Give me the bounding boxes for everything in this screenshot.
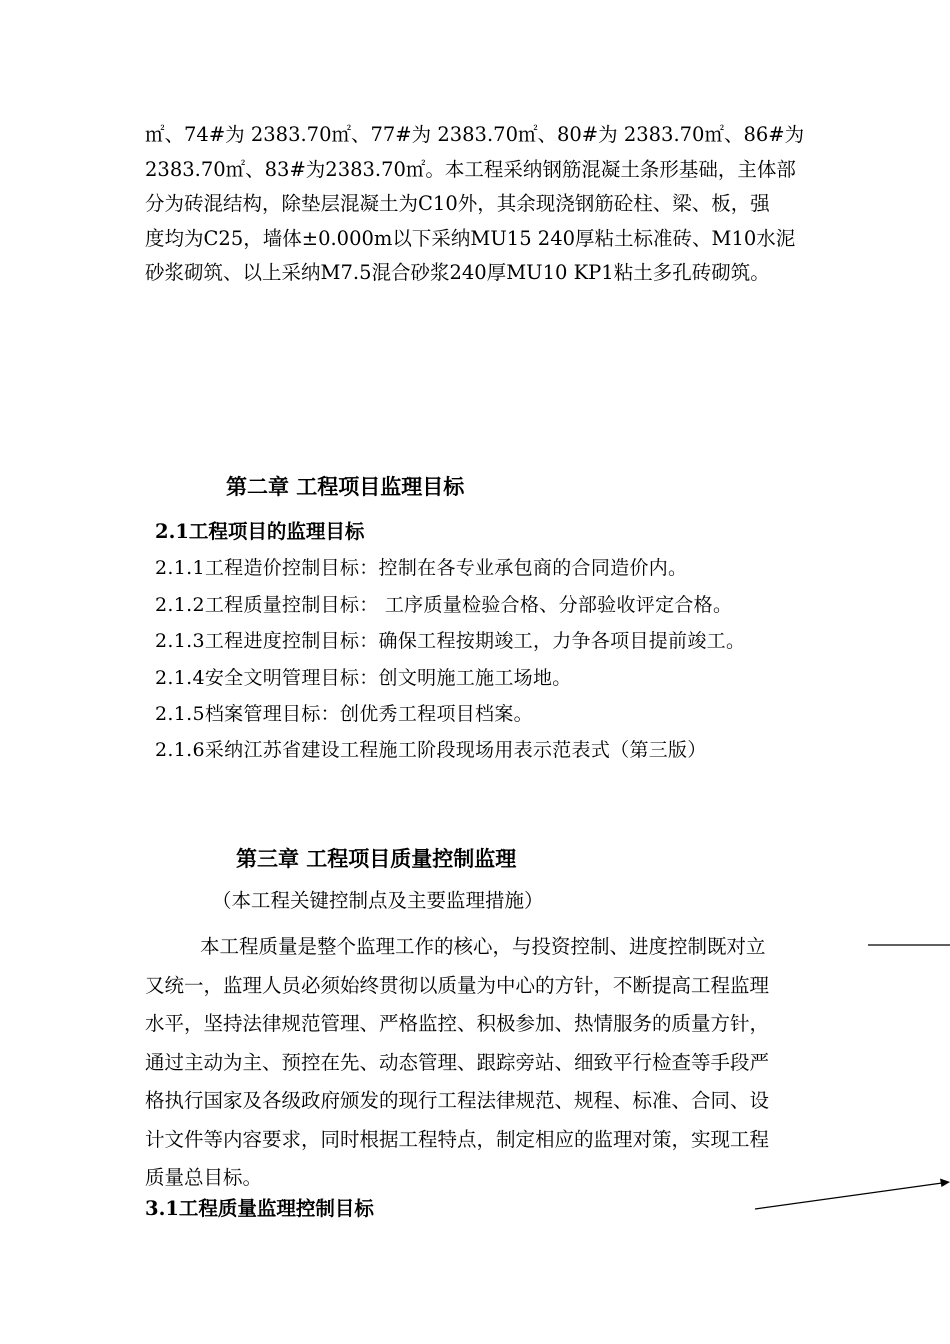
goal-item-safety: 2.1.4安全文明管理目标：创文明施工施工场地。: [155, 667, 572, 689]
chapter-3-title: 第三章 工程项目质量控制监理: [236, 846, 517, 871]
arrow-head-icon: [940, 1179, 950, 1188]
goal-item-archive: 2.1.5档案管理目标：创优秀工程项目档案。: [155, 703, 533, 725]
paragraph-line: 分为砖混结构，除垫层混凝土为C10外，其余现浇钢筋砼柱、梁、板，强: [145, 192, 770, 215]
chapter-3-subtitle: （本工程关键控制点及主要监理措施）: [212, 889, 544, 912]
section-2-1-heading: 2.1工程项目的监理目标: [155, 520, 365, 543]
chapter-2-title: 第二章 工程项目监理目标: [226, 474, 465, 499]
paragraph-line: 又统一，监理人员必须始终贯彻以质量为中心的方针，不断提高工程监理: [145, 973, 770, 997]
paragraph-line: 计文件等内容要求，同时根据工程特点，制定相应的监理对策，实现工程: [145, 1127, 770, 1151]
paragraph-line: ㎡、74#为 2383.70㎡、77#为 2383.70㎡、80#为 2383.70㎡、86#为: [145, 123, 805, 146]
paragraph-line: 通过主动为主、预控在先、动态管理、跟踪旁站、细致平行检查等手段严: [145, 1050, 770, 1074]
goal-item-schedule: 2.1.3工程进度控制目标：确保工程按期竣工，力争各项目提前竣工。: [155, 630, 746, 652]
paragraph-line: 度均为C25，墙体±0.000m以下采纳MU15 240厚粘土标准砖、M10水泥: [145, 226, 796, 250]
paragraph-line: 质量总目标。: [145, 1166, 263, 1189]
goal-item-quality: 2.1.2工程质量控制目标： 工序质量检验合格、分部验收评定合格。: [155, 594, 733, 616]
paragraph-line: 砂浆砌筑、以上采纳M7.5混合砂浆240厚MU10 KP1粘土多孔砖砌筑。: [145, 261, 770, 284]
comment-pointer-arrow-line: [755, 1183, 942, 1209]
goal-item-cost: 2.1.1工程造价控制目标：控制在各专业承包商的合同造价内。: [155, 557, 688, 579]
goal-item-forms: 2.1.6采纳江苏省建设工程施工阶段现场用表示范表式（第三版）: [155, 739, 707, 761]
paragraph-line: 水平，坚持法律规范管理、严格监控、积极参加、热情服务的质量方针，: [145, 1012, 770, 1035]
paragraph-line: 本工程质量是整个监理工作的核心，与投资控制、进度控制既对立: [200, 935, 766, 958]
paragraph-line: 2383.70㎡、83#为2383.70㎡。本工程采纳钢筋混凝土条形基础，主体部: [145, 157, 796, 181]
paragraph-line: 格执行国家及各级政府颁发的现行工程法律规范、规程、标准、合同、设: [145, 1089, 770, 1112]
section-3-1-heading: 3.1工程质量监理控制目标: [145, 1197, 374, 1220]
